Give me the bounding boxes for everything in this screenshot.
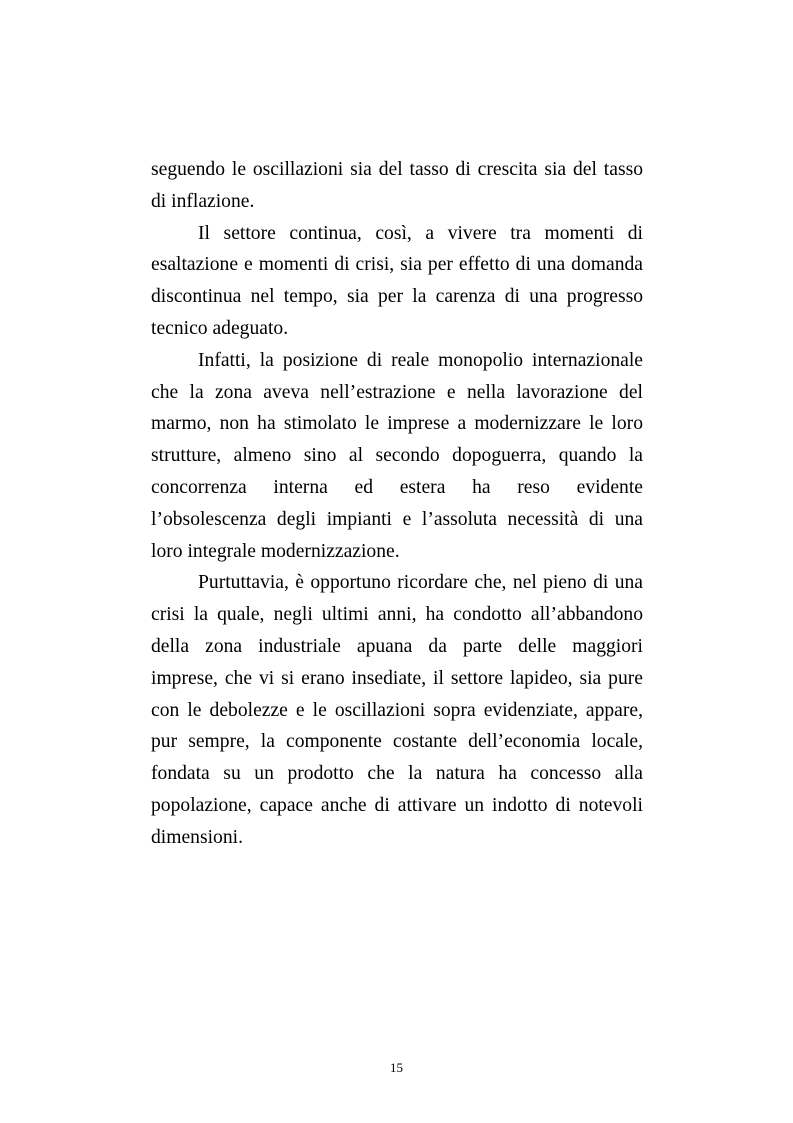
text-line: marmo, non ha stimolato le imprese a modernizzare le loro (151, 413, 643, 435)
text-line: seguendo le oscillazioni sia del tasso di crescita sia del tasso (151, 159, 643, 180)
text-line: della zona industriale apuana da parte delle maggiori (151, 635, 643, 657)
text-line: l’obsolescenza degli impianti e l’assoluta necessità di una (151, 508, 643, 530)
text-line: Il settore continua, così, a vivere tra momenti di (198, 222, 643, 244)
text-line: concorrenza interna ed estera ha reso evidente (151, 476, 643, 498)
text-line: di inflazione. (151, 190, 255, 212)
text-line: fondata su un prodotto che la natura ha concesso alla (151, 763, 643, 785)
text-line: che la zona aveva nell’estrazione e nella lavorazione del (151, 381, 643, 403)
text-line: Purtuttavia, è opportuno ricordare che, nel pieno di una (198, 572, 643, 594)
text-line: esaltazione e momenti di crisi, sia per effetto di una domanda (151, 254, 643, 276)
body-text (151, 154, 643, 854)
text-line: dimensioni. (151, 826, 243, 848)
text-line: con le debolezze e le oscillazioni sopra evidenziate, appare, (151, 699, 643, 721)
text-line: Infatti, la posizione di reale monopolio internazionale (198, 349, 643, 371)
text-line: discontinua nel tempo, sia per la carenza di una progresso (151, 286, 643, 308)
text-line: loro integrale modernizzazione. (151, 540, 400, 562)
page-number: 15 (390, 1060, 403, 1075)
text-line: crisi la quale, negli ultimi anni, ha condotto all’abbandono (151, 604, 643, 626)
text-line: tecnico adeguato. (151, 317, 289, 339)
text-line: strutture, almeno sino al secondo dopoguerra, quando la (151, 445, 643, 467)
text-line: imprese, che vi si erano insediate, il settore lapideo, sia pure (151, 667, 643, 689)
text-line: popolazione, capace anche di attivare un indotto di notevoli (151, 794, 643, 816)
text-line: pur sempre, la componente costante dell’economia locale, (151, 731, 643, 753)
